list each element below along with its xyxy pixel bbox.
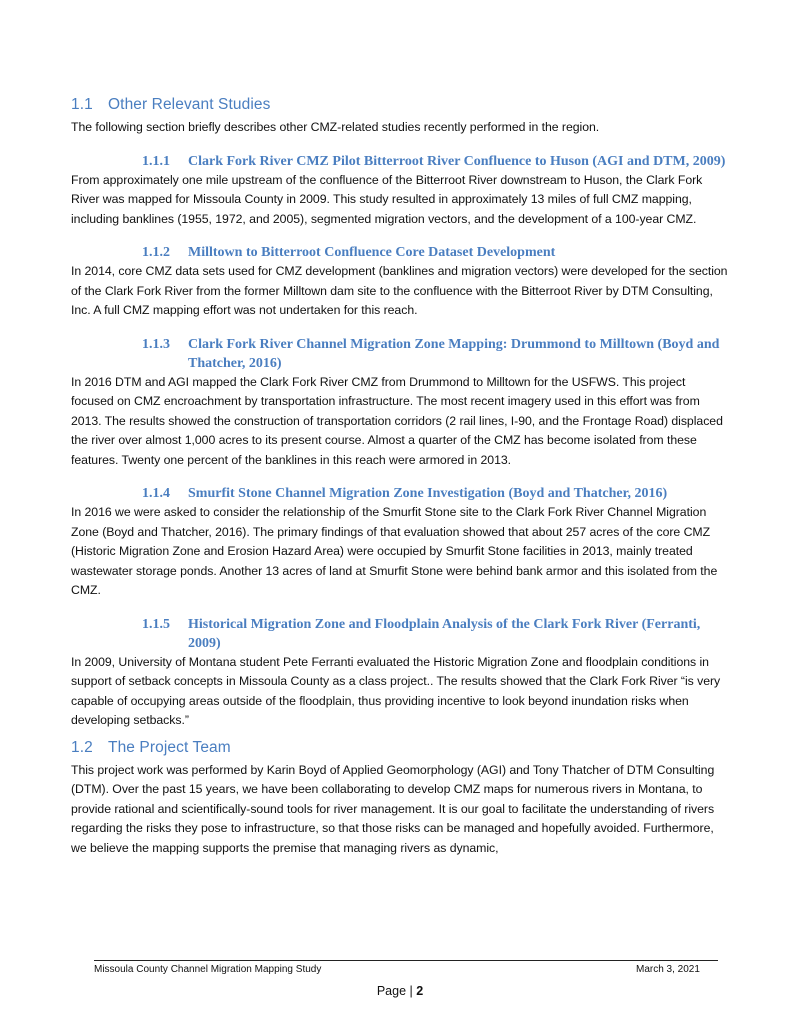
subsection-body-1-1-5: In 2009, University of Montana student Pete Ferranti evaluated the Historic Migration Zone and floodplain conditions in support of setback concepts in Missoula County as a class project.. The results showed that the Clark Fork River “is very capable of occupying areas outside of the floodplain, thus providing incentive to look beyond inundation risks when developing setbacks.” [71, 654, 721, 727]
document-page [71, 96, 731, 858]
subsection-body-1-1-2: In 2014, core CMZ data sets used for CMZ development (banklines and migration vectors) were developed for the section of the Clark Fork River from the former Milltown dam site to the confluence with the Bitterroot River by DTM Consulting, Inc. A full CMZ mapping effort was not undertaken for this reach. [71, 264, 728, 317]
footer-divider [94, 960, 718, 961]
subsection-title: Clark Fork River CMZ Pilot Bitterroot River Confluence to Huson (AGI and DTM, 2009) [188, 153, 726, 169]
subsection-heading-1-1-2 [71, 243, 731, 262]
subsection-number: 1.1.5 [142, 616, 170, 632]
section-title: The Project Team [108, 738, 231, 756]
subsection-number: 1.1.4 [142, 486, 170, 501]
subsection-title: Historical Migration Zone and Floodplain Analysis of the Clark Fork River (Ferranti, 2009) [188, 616, 701, 651]
section-number: 1.2 [71, 738, 93, 756]
subsection-number: 1.1.3 [142, 336, 170, 352]
subsection-heading-1-1-5 [71, 615, 731, 653]
subsection-number: 1.1.1 [142, 153, 170, 169]
subsection-title: Milltown to Bitterroot Confluence Core Dataset Development [188, 245, 556, 260]
section-body-1-2: This project work was performed by Karin Boyd of Applied Geomorphology (AGI) and Tony Thatcher of DTM Consulting (DTM). Over the past 15 years, we have been collaborating to develop CMZ maps for numerous rivers in Montana, to provide rational and scientifically-sound tools for river management. It is our goal to facilitate the understanding of rivers regarding the risks they pose to infrastructure, so that those risks can be managed and hopefully avoided. Furthermore, we believe the mapping supports the premise that managing rivers as dynamic, [71, 762, 715, 855]
section-heading-1-1 [71, 96, 731, 114]
spacer [71, 731, 731, 739]
subsection-title: Smurfit Stone Channel Migration Zone Investigation (Boyd and Thatcher, 2016) [188, 486, 668, 501]
subsection-heading-1-1-3 [71, 335, 731, 373]
page-label: Page | [376, 984, 417, 998]
section-title: Other Relevant Studies [108, 96, 271, 113]
section-heading-1-2 [71, 739, 731, 757]
footer-date: March 3, 2021 [636, 964, 700, 975]
subsection-body-1-1-3: In 2016 DTM and AGI mapped the Clark Fork River CMZ from Drummond to Milltown for the USFWS. This project focused on CMZ encroachment by transportation infrastructure. The most recent imagery used in this effort was from 2013. The results showed the construction of transportation corridors (2 rail lines, I-90, and the Frontage Road) displaced the river over almost 1,000 acres to its present course. Almost a quarter of the CMZ has become isolated from these features. Twenty one percent of the banklines in this reach were armored in 2013. [71, 374, 723, 467]
section-intro: The following section briefly describes other CMZ-related studies recently performed in the region. [71, 120, 600, 134]
page-number [0, 984, 800, 998]
footer-document-title: Missoula County Channel Migration Mapping Study [94, 964, 322, 975]
section-number: 1.1 [71, 96, 93, 113]
subsection-heading-1-1-4 [71, 484, 731, 503]
subsection-number: 1.1.2 [142, 245, 170, 260]
subsection-heading-1-1-1 [71, 152, 731, 171]
subsection-body-1-1-4: In 2016 we were asked to consider the relationship of the Smurfit Stone site to the Clark Fork River Channel Migration Zone (Boyd and Thatcher, 2016). The primary findings of that evaluation showed that about 257 acres of the core CMZ (Historic Migration Zone and Erosion Hazard Area) were occupied by Smurfit Stone facilities in 2013, mainly treated wastewater storage ponds. Another 13 acres of land at Smurfit Stone were behind bank armor and this isolated from the CMZ. [71, 505, 718, 597]
subsection-title: Clark Fork River Channel Migration Zone Mapping: Drummond to Milltown (Boyd and Thatcher, 2016) [188, 336, 720, 371]
subsection-body-1-1-1: From approximately one mile upstream of the confluence of the Bitterroot River downstream to Huson, the Clark Fork River was mapped for Missoula County in 2009. This study resulted in approximately 13 miles of full CMZ mapping, including banklines (1955, 1972, and 2005), segmented migration vectors, and the development of a 100-year CMZ. [71, 172, 703, 226]
page-number-value: 2 [416, 984, 424, 998]
